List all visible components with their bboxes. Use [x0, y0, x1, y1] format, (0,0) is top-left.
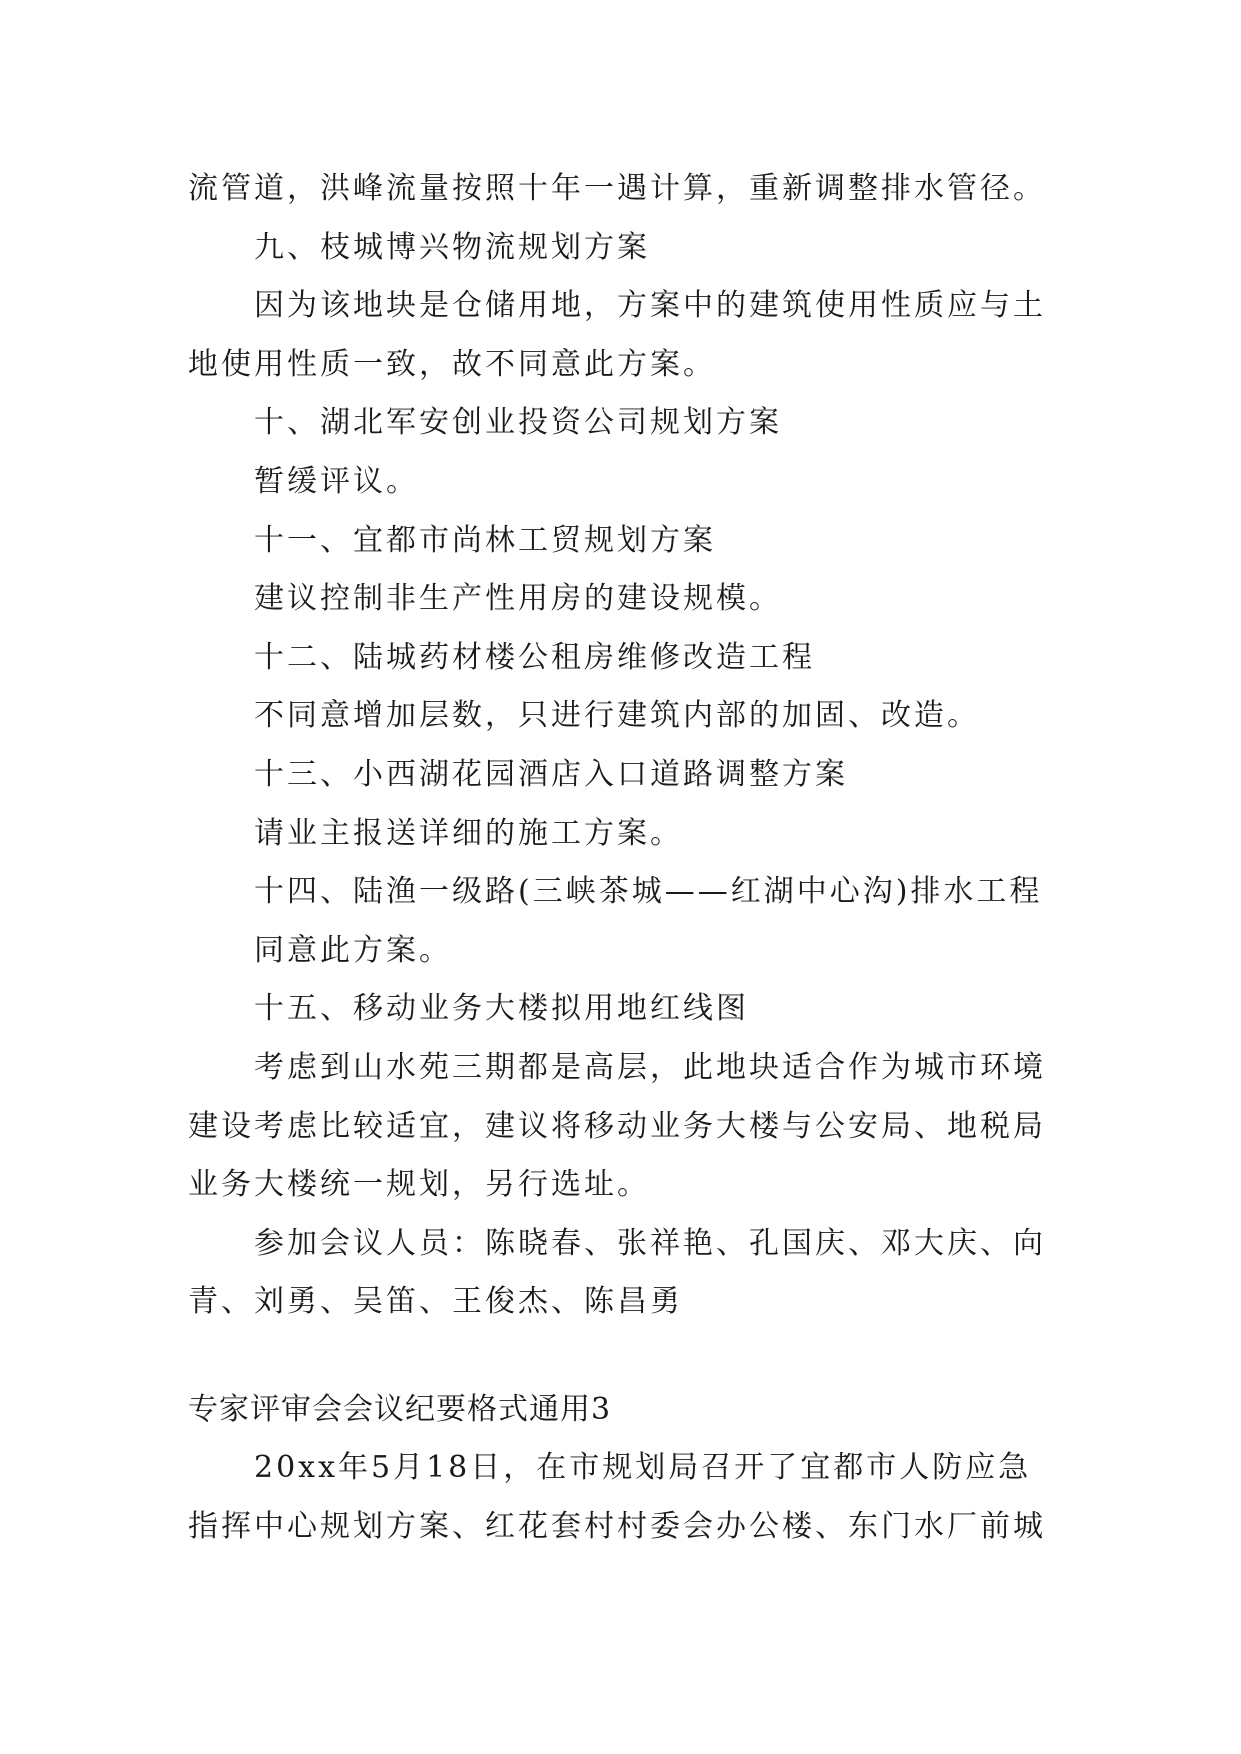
text-line: 十五、移动业务大楼拟用地红线图 [254, 991, 749, 1027]
text-line: 因为该地块是仓储用地，方案中的建筑使用性质应与土 [254, 288, 1046, 324]
text-line: 考虑到山水苑三期都是高层，此地块适合作为城市环境 [254, 1049, 1046, 1085]
text-line: 十四、陆渔一级路(三峡茶城——红湖中心沟)排水工程 [254, 874, 1043, 910]
section-heading: 专家评审会会议纪要格式通用3 [188, 1391, 612, 1427]
text-line: 暂缓评议。 [254, 463, 419, 499]
text-line: 建设考虑比较适宜，建议将移动业务大楼与公安局、地税局 [188, 1108, 1046, 1144]
text-line: 十二、陆城药材楼公租房维修改造工程 [254, 639, 815, 675]
text-line: 参加会议人员：陈晓春、张祥艳、孔国庆、邓大庆、向 [254, 1225, 1046, 1261]
text-line: 业务大楼统一规划，另行选址。 [188, 1167, 650, 1203]
text-line: 20xx年5月18日，在市规划局召开了宜都市人防应急 [254, 1450, 1032, 1486]
paragraph-block [188, 160, 1058, 1332]
text-line: 青、刘勇、吴笛、王俊杰、陈昌勇 [188, 1284, 683, 1320]
text-line: 同意此方案。 [254, 932, 452, 968]
text-line: 请业主报送详细的施工方案。 [254, 815, 683, 851]
text-line: 建议控制非生产性用房的建设规模。 [254, 581, 782, 617]
text-line: 不同意增加层数，只进行建筑内部的加固、改造。 [254, 698, 980, 734]
text-line: 十三、小西湖花园酒店入口道路调整方案 [254, 756, 848, 792]
text-line: 九、枝城博兴物流规划方案 [254, 229, 650, 265]
text-line: 流管道，洪峰流量按照十年一遇计算，重新调整排水管径。 [188, 171, 1046, 206]
text-line: 指挥中心规划方案、红花套村村委会办公楼、东门水厂前城 [188, 1509, 1046, 1545]
text-line: 十一、宜都市尚林工贸规划方案 [254, 522, 716, 558]
section-paragraph-block [188, 1439, 1058, 1556]
text-line: 地使用性质一致，故不同意此方案。 [188, 346, 716, 382]
text-line: 十、湖北军安创业投资公司规划方案 [254, 405, 782, 441]
document-body [188, 160, 1058, 1557]
